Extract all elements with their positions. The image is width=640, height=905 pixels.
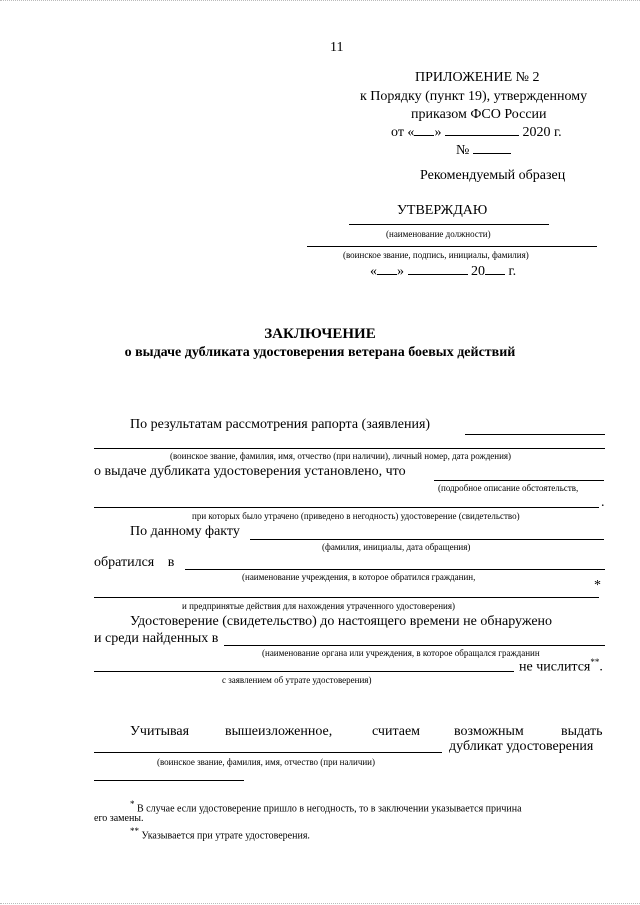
body-p5: Удостоверение (свидетельство) до настоящего времени не обнаружено: [130, 614, 553, 629]
body-p2: о выдаче дубликата удостоверения установлено, что: [94, 464, 406, 479]
footnote-2-text: Указывается при утрате удостоверения.: [141, 830, 310, 842]
number-label: №: [456, 143, 470, 158]
body-p8-2: вышеизложенное,: [225, 724, 333, 739]
approve-month-blank: [408, 274, 468, 275]
circumstances-line-2: [94, 507, 599, 508]
body-p8-1: Учитывая: [130, 724, 190, 739]
body-p4: [94, 555, 174, 571]
position-line: [349, 224, 549, 225]
date-mid: »: [434, 125, 442, 140]
signature-line: [307, 246, 597, 247]
duplicate-line: [94, 752, 442, 753]
appendix-number: [456, 143, 511, 159]
caption-7: (наименование органа или учреждения, в которое обращался гражданин: [262, 648, 540, 658]
caption-5: (наименование учреждения, в которое обратился гражданин,: [242, 572, 476, 582]
report-line-2: [94, 448, 605, 449]
institution-line: [185, 569, 605, 570]
not-listed: не числится: [519, 659, 591, 675]
position-caption: (наименование должности): [386, 229, 491, 239]
caption-2: (подробное описание обстоятельств,: [438, 483, 579, 493]
month-blank: [445, 135, 519, 136]
body-p8-4: возможным: [454, 724, 524, 739]
organ-line-2: [94, 671, 514, 672]
body-p4-a: обратился: [94, 555, 155, 570]
report-line: [465, 434, 605, 435]
approve-day-blank: [377, 274, 397, 275]
footnote-separator: [94, 780, 244, 781]
body-p6: и среди найденных в: [94, 631, 219, 646]
footnote-1: [130, 799, 522, 814]
fact-line: [250, 539, 604, 540]
caption-9: (воинское звание, фамилия, имя, отчество (при наличии): [157, 757, 375, 767]
caption-4: (фамилия, инициалы, дата обращения): [322, 542, 471, 552]
body-p7: не числится**.: [519, 657, 603, 675]
day-blank: [414, 135, 434, 136]
caption-1: (воинское звание, фамилия, имя, отчество (при наличии), личный номер, дата рождения): [170, 451, 512, 461]
body-p9: дубликат удостоверения: [449, 739, 594, 754]
footnote-2-mark: **: [130, 826, 139, 836]
body-p8-3: считаем: [372, 724, 421, 739]
caption-6: и предпринятые действия для нахождения утраченного удостоверения): [182, 601, 455, 611]
appendix-date: [391, 125, 562, 141]
scan-bottom-edge: [0, 901, 640, 904]
star-1: *: [594, 578, 601, 593]
footnote-1-text: В случае если удостоверение пришло в негодность, то в заключении указывается причина: [137, 803, 522, 815]
footnote-1-mark: *: [130, 799, 135, 809]
approve-date-close: »: [397, 264, 404, 279]
page-number: 11: [330, 40, 344, 55]
appendix-line2: приказом ФСО России: [411, 107, 547, 122]
date-prefix: от «: [391, 125, 415, 140]
approve-title: УТВЕРЖДАЮ: [397, 203, 488, 218]
caption-8: с заявлением об утрате удостоверения): [222, 675, 372, 685]
body-p1: По результатам рассмотрения рапорта (заявления): [130, 417, 431, 432]
approve-date-open: «: [370, 264, 377, 279]
doc-title: ЗАКЛЮЧЕНИЕ: [264, 326, 376, 342]
approve-year-blank: [485, 274, 505, 275]
scan-top-edge: [0, 0, 640, 3]
footnote-1-line2: его замены.: [94, 813, 144, 824]
body-p4-b: в: [167, 555, 175, 570]
recommended-sample: Рекомендуемый образец: [420, 168, 566, 183]
caption-3: при которых было утрачено (приведено в негодность) удостоверение (свидетельство): [192, 511, 520, 521]
organ-line: [224, 645, 605, 646]
doc-subtitle: о выдаче дубликата удостоверения ветерана боевых действий: [124, 345, 516, 360]
star-2: **: [590, 657, 600, 667]
circumstances-line: [434, 480, 604, 481]
body-p8-5: выдать: [561, 724, 603, 739]
date-year: 2020 г.: [522, 125, 562, 140]
dot-end: .: [601, 495, 605, 510]
institution-line-2: [94, 597, 599, 598]
number-blank: [473, 153, 511, 154]
approve-year-suffix: г.: [508, 264, 517, 279]
body-p3: По данному факту: [130, 524, 240, 539]
appendix-title: ПРИЛОЖЕНИЕ № 2: [415, 70, 540, 85]
appendix-line1: к Порядку (пункт 19), утвержденному: [360, 89, 588, 104]
footnote-2: [130, 826, 310, 841]
approve-date: [370, 264, 516, 280]
approve-year-prefix: 20: [471, 264, 485, 279]
signature-caption: (воинское звание, подпись, инициалы, фамилия): [343, 250, 529, 260]
